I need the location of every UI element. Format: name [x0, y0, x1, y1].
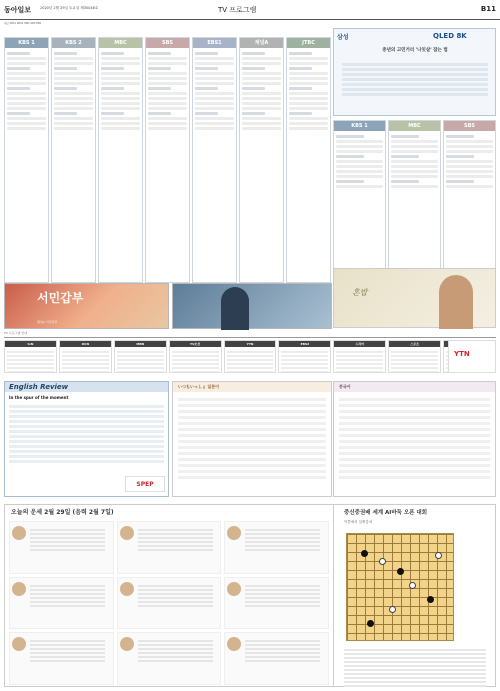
ad-brand: 삼성 — [337, 34, 349, 41]
japanese-body — [173, 392, 331, 485]
cable-box — [388, 340, 441, 373]
horoscope-item — [224, 577, 329, 630]
english-review-box — [4, 381, 169, 497]
channel-column — [286, 37, 331, 283]
zodiac-icon — [227, 637, 241, 651]
white-stone — [389, 606, 396, 613]
zodiac-icon — [12, 526, 26, 540]
white-stone — [409, 582, 416, 589]
english-subtitle: In the spur of the moment — [9, 395, 69, 400]
cable-header: EBS2 — [279, 341, 330, 347]
channel-column — [443, 120, 496, 290]
zodiac-icon — [12, 637, 26, 651]
zodiac-icon — [12, 582, 26, 596]
channel-column — [4, 37, 49, 283]
cable-box — [169, 340, 222, 373]
japanese-lesson-box — [172, 381, 332, 497]
zodiac-icon — [227, 582, 241, 596]
cable-box — [114, 340, 167, 373]
channel-header: SBS — [146, 38, 189, 48]
logo-text: YTN — [454, 350, 470, 358]
cable-box — [59, 340, 112, 373]
zodiac-icon — [120, 582, 134, 596]
white-stone — [379, 558, 386, 565]
caption-bar: TV 프로그램 안내 — [4, 331, 496, 338]
channel-header: EBS1 — [193, 38, 236, 48]
white-stone — [435, 552, 442, 559]
english-body — [5, 405, 168, 463]
page-number: B11 — [480, 5, 496, 13]
cable-header: 스포츠 — [389, 341, 440, 347]
promo-title: 서민갑부 — [37, 291, 84, 305]
japanese-title: いつもいっしょ 일본어 — [173, 382, 331, 392]
channel-header: MBC — [389, 121, 440, 131]
go-subtitle: 이쯤에서 일찌감치 — [344, 520, 373, 524]
go-title: 중신중권배 세계 AI바둑 오픈 대회 — [344, 510, 428, 516]
channel-column — [145, 37, 190, 283]
zodiac-icon — [227, 526, 241, 540]
ad-product: QLED 8K — [433, 32, 467, 40]
promo-photo-middle — [172, 283, 332, 329]
cable-channel-row — [4, 340, 496, 373]
cable-box — [333, 340, 386, 373]
horoscope-item — [117, 632, 222, 685]
ad-body-text — [342, 61, 488, 98]
horoscope-title: 오늘의 운세 2월 29일 (음력 2월 7일) — [11, 509, 114, 516]
cable-header: MBN — [115, 341, 166, 347]
person-silhouette — [221, 287, 249, 330]
cable-box — [224, 340, 277, 373]
horoscope-grid — [9, 521, 329, 685]
channel-column — [192, 37, 237, 283]
channel-columns — [4, 37, 331, 283]
go-body-text — [344, 647, 486, 689]
go-board — [346, 533, 454, 641]
channel-column — [98, 37, 143, 283]
channel-header: KBS 1 — [5, 38, 48, 48]
cable-header: tvN — [5, 341, 56, 347]
channel-header: KBS 2 — [52, 38, 95, 48]
channel-column — [239, 37, 284, 283]
black-stone — [397, 568, 404, 575]
promo-photo-left — [4, 283, 169, 329]
channel-column — [51, 37, 96, 283]
go-puzzle-box — [333, 504, 496, 687]
channel-header: KBS 1 — [334, 121, 385, 131]
person-silhouette — [439, 275, 473, 329]
section-title: TV 프로그램 — [218, 6, 257, 14]
chinese-title: 중국어 — [334, 382, 495, 392]
issue-date: 2020년 2월 29일 토요일 제30046호 — [40, 6, 99, 10]
channel-header: JTBC — [287, 38, 330, 48]
zodiac-icon — [120, 526, 134, 540]
black-stone — [367, 620, 374, 627]
english-title: English Review — [5, 382, 168, 392]
frequency-bar: 채널 KBS1 KBS2 MBC SBS EBS — [4, 22, 42, 25]
publication-name: 동아일보 — [4, 6, 32, 14]
cable-box — [278, 340, 331, 373]
spep-logo: SPEP — [125, 476, 165, 492]
cable-box — [4, 340, 57, 373]
cable-header: 드라마 — [334, 341, 385, 347]
broadcaster-logo — [448, 340, 496, 373]
promo-right-text: 혼밥 — [352, 288, 368, 297]
horoscope-item — [224, 632, 329, 685]
cable-header: TV조선 — [170, 341, 221, 347]
horoscope-item — [117, 521, 222, 574]
cable-header: OCN — [60, 341, 111, 347]
channel-header: SBS — [444, 121, 495, 131]
horoscope-item — [9, 577, 114, 630]
chinese-lesson-box — [333, 381, 496, 497]
ad-headline: 중년의 고민거리 '나잇살' 잡는 법 — [382, 48, 448, 53]
horoscope-box — [4, 504, 334, 687]
chinese-body — [334, 392, 495, 485]
horoscope-item — [9, 521, 114, 574]
zodiac-icon — [120, 637, 134, 651]
horoscope-item — [9, 632, 114, 685]
horoscope-item — [117, 577, 222, 630]
channel-column — [388, 120, 441, 290]
page-header — [0, 0, 500, 20]
right-channel-columns — [333, 120, 496, 290]
channel-header: 채널A — [240, 38, 283, 48]
black-stone — [361, 550, 368, 557]
black-stone — [427, 596, 434, 603]
promo-photo-right — [333, 268, 496, 328]
channel-header: MBC — [99, 38, 142, 48]
advertisement — [333, 28, 496, 116]
channel-column — [333, 120, 386, 290]
promo-subtitle: 채널A 서민갑부 — [37, 320, 58, 324]
horoscope-item — [224, 521, 329, 574]
cable-header: YTN — [225, 341, 276, 347]
